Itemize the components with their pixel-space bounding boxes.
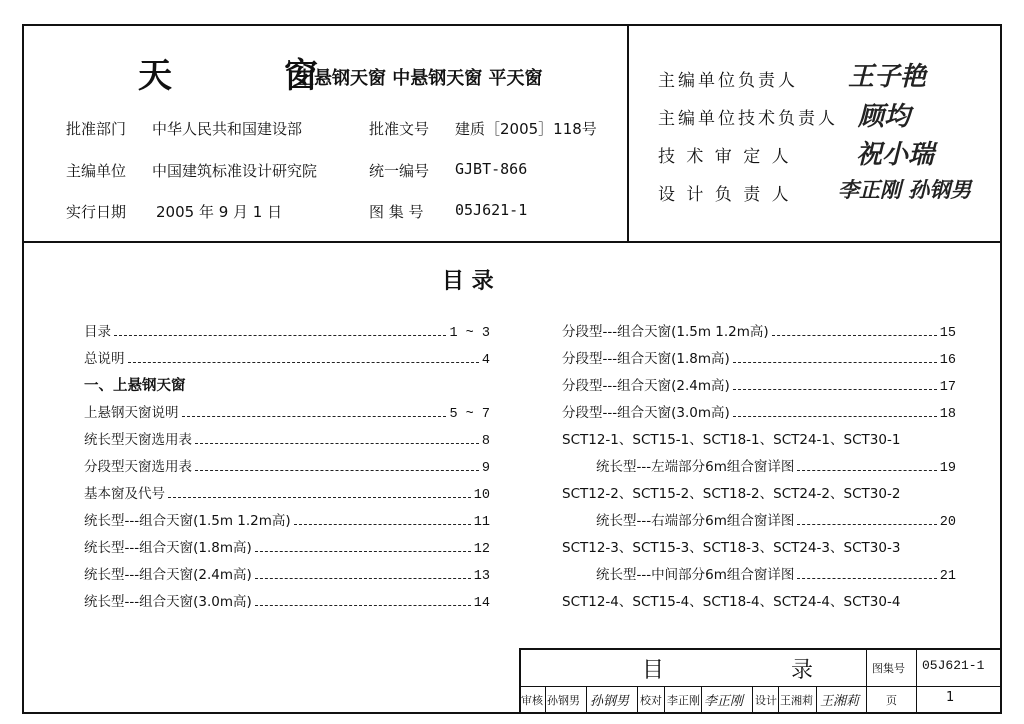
toc-entry-page: 12 [473,542,490,557]
title-block-divider [752,686,753,712]
toc-entry[interactable] [84,590,490,611]
toc-entry-page: 13 [473,569,490,584]
toc-entry-label: 总说明 [84,351,125,367]
title-block-divider [545,686,546,712]
toc-entry-page: 4 [481,353,490,368]
toc-entry-page: 9 [481,461,490,476]
design-name: 王湘莉 [780,694,813,707]
header-divider [22,241,1002,243]
leader-dots [195,470,479,471]
meta-value: GJBT-866 [455,160,528,178]
document-subtitle: 上悬钢天窗 中悬钢天窗 平天窗 [296,68,543,89]
toc-entry[interactable] [562,401,956,422]
leader-dots [195,443,479,444]
toc-entry-label: 统长型---左端部分6m组合窗详图 [596,459,795,475]
toc-entry[interactable] [596,455,956,476]
leader-dots [733,362,937,363]
leader-dots [182,416,447,417]
responsible-label: 设 计 负 责 人 [658,185,792,205]
check-name: 李正刚 [667,694,700,707]
signature: 祝小瑞 [856,140,935,170]
toc-entry[interactable] [562,347,956,368]
leader-dots [255,551,471,552]
toc-entry[interactable] [84,563,490,584]
responsible-label: 技 术 审 定 人 [658,147,792,167]
review-label: 审核 [521,694,543,707]
toc-entry[interactable] [84,347,490,368]
toc-entry[interactable] [84,320,490,341]
leader-dots [128,362,479,363]
meta-label: 实行日期 [66,203,127,221]
toc-entry-label: 统长型---组合天窗(3.0m高) [84,594,252,610]
review-name: 孙钢男 [547,694,580,707]
signature: 李正刚 孙钢男 [838,177,972,202]
toc-entry-label: 统长型---中间部分6m组合窗详图 [596,567,795,583]
meta-label: 主编单位 [66,162,127,180]
title-block-title: 目 录 [642,658,873,683]
toc-entry[interactable] [84,428,490,449]
title-block-divider [916,648,917,686]
toc-entry[interactable] [596,563,956,584]
check-label: 校对 [640,694,662,707]
toc-entry-page: 8 [481,434,490,449]
toc-entry-label: 分段型---组合天窗(1.5m 1.2m高) [562,324,769,340]
header-vertical-divider [627,24,629,242]
toc-entry-label: 基本窗及代号 [84,486,165,502]
atlas-number: 05J621-1 [922,658,985,673]
page-label: 页 [886,694,897,707]
leader-dots [294,524,471,525]
meta-value: 2005 年 9 月 1 日 [156,203,283,221]
toc-entry-page: 15 [939,326,956,341]
toc-codes-line: SCT12-1、SCT15-1、SCT18-1、SCT24-1、SCT30-1 [562,432,901,448]
toc-entry-page: 16 [939,353,956,368]
leader-dots [255,578,471,579]
title-block-divider [519,686,1000,687]
toc-entry-label: 统长型---组合天窗(1.8m高) [84,540,252,556]
meta-value: 中国建筑标准设计研究院 [152,162,318,180]
leader-dots [733,416,937,417]
design-label: 设计 [755,694,777,707]
meta-label: 图 集 号 [369,203,424,221]
meta-label: 统一编号 [369,162,430,180]
toc-codes-line: SCT12-3、SCT15-3、SCT18-3、SCT24-3、SCT30-3 [562,540,901,556]
responsible-label: 主编单位负责人 [658,71,798,91]
leader-dots [797,524,936,525]
title-block-divider [664,686,665,712]
toc-entry[interactable] [84,455,490,476]
toc-entry-page: 10 [473,488,490,503]
page-number: 1 [946,690,955,705]
toc-entry[interactable] [84,482,490,503]
review-signature: 孙钢男 [590,694,630,709]
toc-entry-page: 5 ~ 7 [449,407,490,422]
toc-entry-label: 统长型---组合天窗(1.5m 1.2m高) [84,513,291,529]
meta-label: 批准文号 [369,120,430,138]
toc-entry[interactable] [596,509,956,530]
toc-codes-line: SCT12-2、SCT15-2、SCT18-2、SCT24-2、SCT30-2 [562,486,901,502]
toc-entry-label: 统长型天窗选用表 [84,432,192,448]
leader-dots [255,605,471,606]
signature: 王子艳 [848,62,927,92]
meta-value: 建质［2005］118号 [455,120,597,138]
document-title: 天 窗 [138,56,368,96]
toc-codes-line: SCT12-4、SCT15-4、SCT18-4、SCT24-4、SCT30-4 [562,594,901,610]
toc-entry-label: 分段型天窗选用表 [84,459,192,475]
meta-label: 批准部门 [66,120,127,138]
toc-entry-label: 上悬钢天窗说明 [84,405,179,421]
signature: 顾均 [858,102,911,132]
leader-dots [168,497,471,498]
toc-entry-label: 统长型---组合天窗(2.4m高) [84,567,252,583]
leader-dots [114,335,446,336]
toc-section-heading: 一、上悬钢天窗 [84,378,186,394]
check-signature: 李正刚 [704,694,744,709]
title-block-divider [701,686,702,712]
meta-value: 中华人民共和国建设部 [152,120,303,138]
toc-entry[interactable] [562,320,956,341]
toc-entry-page: 17 [939,380,956,395]
toc-entry-page: 18 [939,407,956,422]
title-block-divider [816,686,817,712]
toc-entry[interactable] [84,509,490,530]
toc-entry[interactable] [562,374,956,395]
atlas-label: 图集号 [872,662,905,675]
toc-title: 目 录 [442,269,494,294]
title-block-divider [586,686,587,712]
toc-entry-page: 14 [473,596,490,611]
leader-dots [797,578,936,579]
leader-dots [733,389,937,390]
toc-entry-page: 19 [939,461,956,476]
toc-entry-label: 目录 [84,324,111,340]
title-block-divider [637,686,638,712]
toc-entry-page: 1 ~ 3 [449,326,490,341]
leader-dots [797,470,936,471]
responsible-label: 主编单位技术负责人 [658,109,838,129]
toc-entry-label: 分段型---组合天窗(2.4m高) [562,378,730,394]
toc-entry-label: 分段型---组合天窗(3.0m高) [562,405,730,421]
design-signature: 王湘莉 [820,694,860,709]
toc-entry-page: 20 [939,515,956,530]
title-block-divider [778,686,779,712]
toc-entry-label: 分段型---组合天窗(1.8m高) [562,351,730,367]
meta-value: 05J621-1 [455,201,528,219]
toc-entry[interactable] [84,401,490,422]
title-block-divider [916,686,917,712]
leader-dots [772,335,937,336]
toc-entry-page: 11 [473,515,490,530]
toc-entry-label: 统长型---右端部分6m组合窗详图 [596,513,795,529]
toc-entry-page: 21 [939,569,956,584]
toc-entry[interactable] [84,536,490,557]
